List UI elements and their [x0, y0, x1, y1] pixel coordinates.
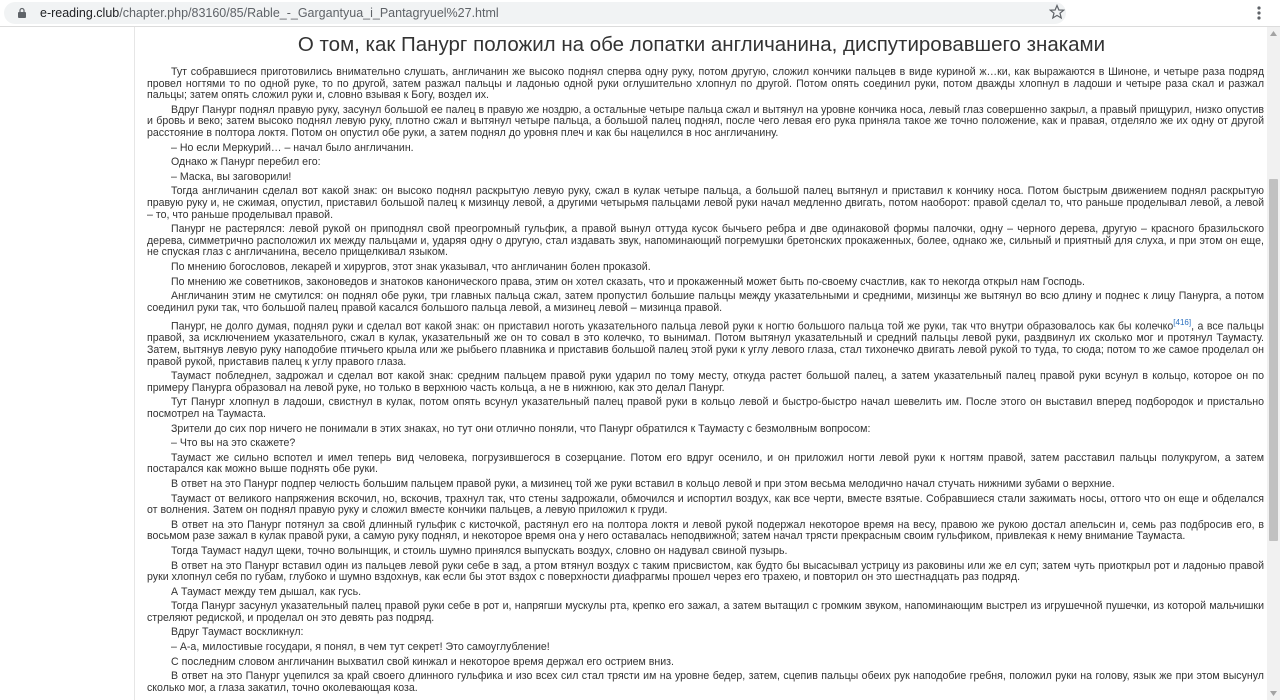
paragraph: Тогда Панург засунул указательный палец правой руки себе в рот и, напрягши мускулы рта, крепко его зажал, а затем вытащил с громким звуком, напоминающим выстрел из игрушечной пушечки, из которой мальчишки стреляют редиской, и проделал он это девять раз подряд. [147, 600, 1264, 624]
paragraph: Зрители до сих пор ничего не понимали в этих знаках, но тут они отлично поняли, что Панург обратился к Таумасту с безмолвным вопросом: [171, 422, 871, 435]
paragraph: Вдруг Таумаст воскликнул: [171, 626, 304, 639]
paragraph: – Что вы на это скажете? [171, 437, 296, 450]
address-bar[interactable] [4, 2, 1066, 24]
paragraph-tail: , а все пальцы правой, за исключением указательного, сжал в кулак, указательный же он то совал в это колечко, то вынимал. Потом вытянул указательный и средний пальцы левой руки, раздвинул их сколько мог и протянул Таумасту. Затем, вытянув левую руку наподобие птичьего крыла или же рыбьего плавника и приставив большой палец этой руки к углу левого глаза, стал тихонечко двигать левой рукой то туда, то сюда; потом то же самое проделал он правой рукой, приставив палец к углу правого глаза. [147, 320, 1264, 368]
paragraph: А Таумаст между тем дышал, как гусь. [171, 585, 362, 598]
paragraph: Таумаст же сильно вспотел и имел теперь вид человека, погрузившегося в созерцание. Потом его вдруг осенило, и он приложил ногти левой руки к ногтям правой, затем расставил пальцы полукругом, а затем постарался как можно выше поднять обе руки. [147, 451, 1264, 476]
paragraph-head: Панург, не долго думая, поднял руки и сделал вот какой знак: он приставил ноготь указательного пальца левой руки к ногтю большого пальца той же руки, так что внутри образовалось как бы колечко [171, 320, 1174, 333]
paragraph: Вдруг Панург поднял правую руку, засунул большой ее палец в правую же ноздрю, а остальные четыре пальца сжал и вытянул на уровне кончика носа, левый глаз совершенно закрыл, а правый прищурил, низко опустив и бровь и веко; затем высоко поднял левую руку, плотно сжал и вытянул четыре пальца, а большой палец поднял, после чего левая его рука приняла такое же точно положение, как и правая, отделяло же их одну от другой расстояние в полтора локтя. Потом он опустил обе руки, а затем поднял до уровня плеч и как бы нацелился в нос англичанину. [147, 103, 1264, 139]
paragraph: Англичанин этим не смутился: он поднял обе руки, три главных пальца сжал, затем пропустил большие пальцы между указательными и средними, мизинцы же вытянул во всю длину и поднес к лицу Панурга, а потом соединил руки так, что большой палец правой касался большого пальца левой, а мизинец левой – мизинца правой. [147, 290, 1264, 314]
footnote-link[interactable]: [416] [1173, 318, 1192, 328]
paragraph: – Маска, вы заговорили! [171, 170, 292, 183]
paragraph [147, 317, 1264, 368]
menu-icon[interactable] [1250, 4, 1268, 22]
paragraph: В ответ на это Панург вставил один из пальцев левой руки себе в зад, а ртом втянул воздух с таким присвистом, как будто бы высасывал устрицу из раковины или же ел суп; затем чуть приоткрыл рот и ладонью правой руки хлопнул себя по губам, глубоко и шумно вздохнув, как если бы этот вздох с поверхности диафрагмы прошел через его трахею, и повторил он это шестнадцать раз подряд. [147, 559, 1264, 584]
url-domain: e-reading.club [40, 6, 120, 20]
paragraph: Таумаст от великого напряжения вскочил, но, вскочив, трахнул так, что стены задрожали, обмочился и испортил воздух, как все черти, вместе взятые. Собравшиеся стали зажимать носы, оттого что он еще и обделался от волнения. Затем он поднял правую руку и сложил вместе кончики пальцев, а левую приложил к груди. [147, 492, 1264, 517]
star-icon[interactable] [1049, 4, 1065, 20]
paragraph: По мнению же советников, законоведов и знатоков канонического права, этим он хотел сказать, что и прокаженный может быть по-своему счастлив, как то некогда открыл нам Господь. [171, 275, 1085, 288]
paragraph: Тут Панург хлопнул в ладоши, свистнул в кулак, потом опять всунул указательный палец правой руки в кольцо левой и быстро-быстро начал шевелить им. После этого он выставил вперед подбородок и пристально посмотрел на Таумаста. [147, 396, 1264, 420]
paragraph: Таумаст побледнел, задрожал и сделал вот какой знак: средним пальцем правой руки ударил по тому месту, откуда растет большой палец, а затем указательный палец правой руки всунул в кольцо, которое он по примеру Панурга образовал на левой руке, но только в верхнюю часть кольца, а не в нижнюю, как это делал Панург. [147, 370, 1264, 394]
lock-icon[interactable] [16, 7, 28, 19]
paragraph: Однако ж Панург перебил его: [171, 156, 321, 169]
scrollbar-thumb[interactable] [1269, 179, 1278, 541]
paragraph: Тут собравшиеся приготовились внимательно слушать, англичанин же высоко поднял сперва одну руку, потом другую, сложил кончики пальцев в виде куриной ж…ки, как выражаются в Шиноне, и четыре раза подряд провел ногтями то по одной руке, то по другой, затем разжал пальцы и ладонью одной руки оглушительно хлопнул по другой. Потом опять соединил руки, потом дважды хлопнул в ладоши и четыре раза скал и разжал пальцы; затем опять сложил руки и, словно взывая к Богу, воздел их. [147, 66, 1264, 102]
scroll-down-arrow-icon[interactable] [1267, 686, 1280, 700]
url-text[interactable] [40, 6, 499, 20]
chapter-text [135, 67, 1268, 694]
paragraph: – А-а, милостивые государи, я понял, в чем тут секрет! Это самоуглубление! [171, 641, 550, 654]
paragraph: В ответ на это Панург уцепился за край своего длинного гульфика и изо всех сил стал трясти им на уровне бедер, затем, сцепив пальцы обеих рук наподобие гребня, положил руки на голову, язык же при этом высунул сколько мог, а глаза закатил, точно околевающая коза. [147, 670, 1264, 694]
paragraph: В ответ на это Панург потянул за свой длинный гульфик с кисточкой, растянул его на полтора локтя и левой рукой подержал некоторое время на весу, правою же рукою достал апельсин и, семь раз подбросив его, в восьмом разе зажал в кулак правой руки, а самую руку поднял, и некоторое время она у него оставалась неподвижной; затем начал трясти прекрасным своим гульфиком, привлекая к нему внимание Таумаста. [147, 518, 1264, 543]
paragraph: С последним словом англичанин выхватил свой кинжал и некоторое время держал его острием вниз. [171, 655, 674, 668]
page-title: О том, как Панург положил на обе лопатки англичанина, диспутировавшего знаками [297, 33, 1106, 56]
paragraph: Тогда англичанин сделал вот какой знак: он высоко поднял раскрытую левую руку, сжал в кулак четыре пальца, а большой палец вытянул и приставил к кончику носа. Потом быстрым движением поднял раскрытую правую руку и, не сжимая, опустил, приставил большой палец к мизинцу левой, а другими четырьмя пальцами левой руки начал медленно двигать, потом наоборот: правой сделал то, что раньше проделывал левой, а левой – то, что раньше проделывал правой. [147, 185, 1264, 221]
vertical-scrollbar[interactable] [1267, 27, 1280, 700]
scroll-up-arrow-icon[interactable] [1267, 27, 1280, 41]
browser-toolbar [0, 0, 1280, 27]
paragraph: – Но если Меркурий… – начал было англичанин. [171, 141, 414, 154]
page-content [134, 27, 1269, 700]
paragraph: Панург не растерялся: левой рукой он приподнял свой преогромный гульфик, а правой вынул оттуда кусок бычьего ребра и две одинаковой формы палочки, одну – черного дерева, другую – красного бразильского дерева, симметрично расположил их между пальцами и, ударяя одну о другую, стал издавать звук, напоминающий погремушки бретонских прокаженных, более, однако же, сильный и приятный для слуха, и при этом он еще, не спуская глаз с англичанина, весело прищелкивал языком. [147, 223, 1264, 259]
paragraph: Тогда Таумаст надул щеки, точно волынщик, и стоиль шумно принялся выпускать воздух, словно он надувал свиной пузырь. [171, 544, 788, 557]
paragraph: По мнению богословов, лекарей и хирургов, этот знак указывал, что англичанин болен проказой. [171, 260, 651, 273]
paragraph: В ответ на это Панург подпер челюсть большим пальцем правой руки, а мизинец той же руки вставил в кольцо левой и при этом весьма мелодично начал стучать нижними зубами о верхние. [171, 477, 1115, 490]
url-path: /chapter.php/83160/85/Rable_-_Gargantyua_i_Pantagryuel%27.html [119, 6, 499, 20]
